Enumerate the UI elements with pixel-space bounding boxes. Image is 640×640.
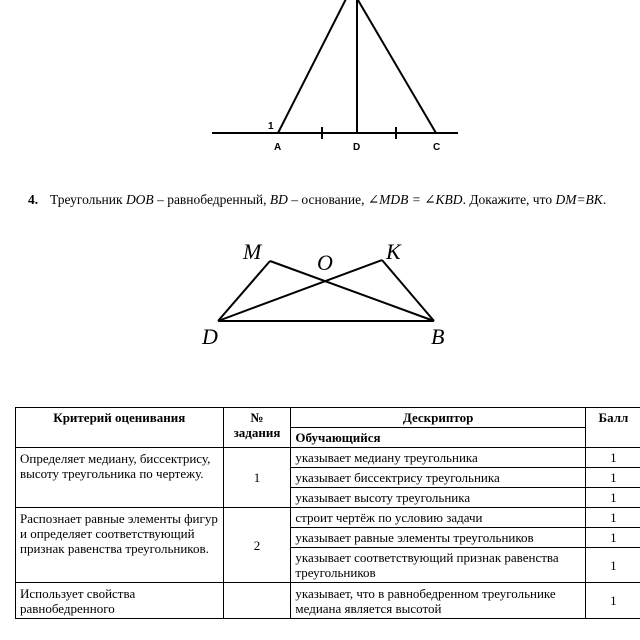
problem-text: Треугольник DOB – равнобедренный, BD – основание, ∠MDB = ∠KBD. Докажите, что DM=BK. bbox=[50, 192, 607, 207]
descriptor-cell: указывает соответствующий признак равенства треугольников bbox=[291, 548, 585, 583]
header-task-number: № задания bbox=[223, 408, 291, 448]
point-k-label: K bbox=[386, 239, 401, 264]
header-score: Балл bbox=[585, 408, 640, 448]
criterion-cell: Использует свойства равнобедренного bbox=[16, 583, 224, 619]
segment-dk bbox=[218, 260, 382, 321]
task-number-cell: 1 bbox=[223, 448, 291, 508]
table-row bbox=[16, 448, 640, 468]
point-m-label: M bbox=[243, 239, 262, 264]
point-d-label: D bbox=[202, 324, 218, 349]
score-cell: 1 bbox=[585, 468, 640, 488]
angle-1-label: 1 bbox=[268, 121, 274, 132]
table-row bbox=[16, 583, 640, 619]
point-d-label: D bbox=[353, 142, 361, 153]
score-cell: 1 bbox=[585, 583, 640, 619]
score-cell: 1 bbox=[585, 488, 640, 508]
descriptor-cell: указывает равные элементы треугольников bbox=[291, 528, 585, 548]
problem-number: 4. bbox=[28, 192, 39, 207]
score-cell: 1 bbox=[585, 528, 640, 548]
criterion-cell: Определяет медиану, биссектрису, высоту треугольника по чертежу. bbox=[16, 448, 224, 508]
score-cell: 1 bbox=[585, 448, 640, 468]
grading-table bbox=[15, 407, 640, 619]
header-descriptor: Дескриптор bbox=[291, 408, 585, 428]
descriptor-cell: указывает высоту треугольника bbox=[291, 488, 585, 508]
descriptor-cell: указывает биссектрису треугольника bbox=[291, 468, 585, 488]
header-descriptor-sub: Обучающийся bbox=[291, 428, 585, 448]
point-o-label: O bbox=[317, 250, 333, 275]
task-number-cell: 2 bbox=[223, 508, 291, 583]
point-a-label: A bbox=[274, 142, 282, 153]
score-cell: 1 bbox=[585, 508, 640, 528]
descriptor-cell: указывает, что в равнобедренном треугольнике медиана является высотой bbox=[291, 583, 585, 619]
score-cell: 1 bbox=[585, 548, 640, 583]
header-criterion: Критерий оценивания bbox=[16, 408, 224, 448]
table-row bbox=[16, 508, 640, 528]
descriptor-cell: указывает медиану треугольника bbox=[291, 448, 585, 468]
criterion-cell: Распознает равные элементы фигур и определяет соответствующий признак равенства треугольников. bbox=[16, 508, 224, 583]
point-c-label: C bbox=[433, 142, 441, 153]
descriptor-cell: строит чертёж по условию задачи bbox=[291, 508, 585, 528]
task-number-cell bbox=[223, 583, 291, 619]
point-b-label: B bbox=[431, 324, 445, 349]
